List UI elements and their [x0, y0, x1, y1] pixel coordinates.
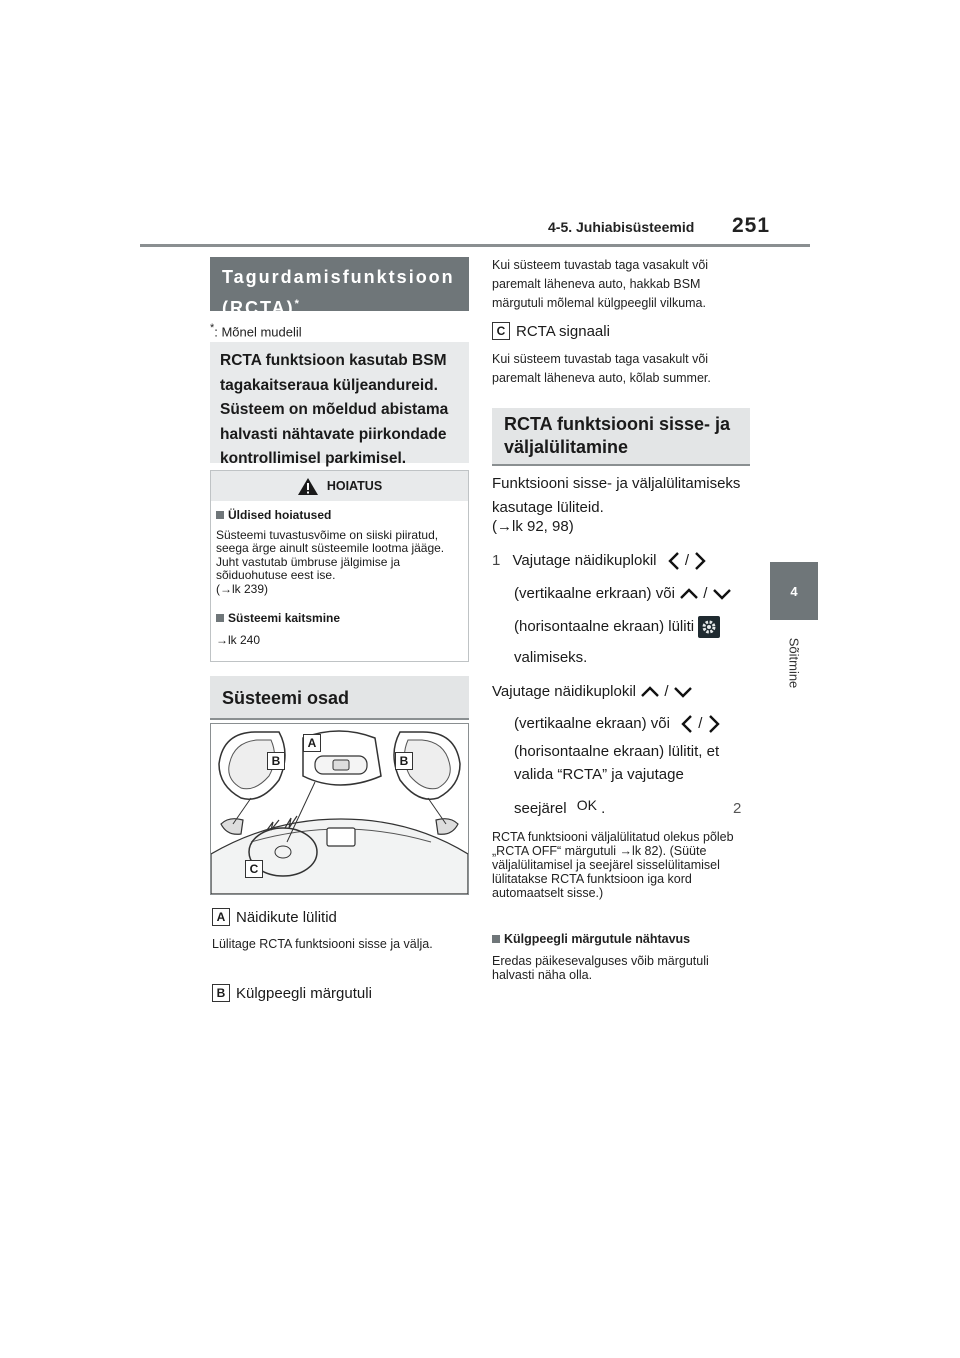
- item-b-desc: Kui süsteem tuvastab taga vasakult või paremalt läheneva auto, hakkab BSM märgutuli mõlemal külgpeeglil vilkuma.: [492, 258, 709, 310]
- square-bullet-icon: [492, 935, 500, 943]
- visibility-text: Eredas päikesevalguses võib märgutuli halvasti näha olla.: [492, 954, 709, 982]
- square-bullet-icon: [216, 511, 224, 519]
- parts-heading: Süsteemi osad: [210, 676, 469, 720]
- step-2-line-1: Vajutage näidikuplokil /: [492, 680, 693, 704]
- rcta-off-note: RCTA funktsiooni väljalülitatud olekus põleb „RCTA OFF“ märgutuli →lk 82). (Süüte väljalülitamisel ja seejärel sisselülitamisel lülitatakse RCTA funktsioon iga kord automaatselt sisse.): [492, 830, 734, 900]
- chevron-right-icon: [707, 714, 721, 734]
- step-2-line-2: (vertikaalne ekraan) või /: [514, 712, 721, 736]
- warning-header: HOIATUS: [211, 471, 468, 501]
- header-rule: [140, 244, 810, 247]
- label-a-box: A: [212, 908, 230, 926]
- step-1-number: 1: [492, 552, 501, 569]
- toggle-intro: Funktsiooni sisse- ja väljalülitamiseks kasutage lüliteid.: [492, 475, 741, 516]
- warning-general-ref: (→lk 239): [216, 581, 269, 596]
- toggle-ref: (→lk 92, 98): [492, 518, 574, 535]
- warning-icon: [297, 477, 319, 496]
- footnote: *: Mõnel mudelil: [210, 322, 302, 340]
- visibility-title: Külgpeegli märgutule nähtavus: [492, 932, 690, 946]
- warning-item-protection: Süsteemi kaitsmine: [216, 612, 463, 626]
- chevron-left-icon: [667, 551, 681, 571]
- warning-box: [210, 470, 469, 662]
- section-title: 4-5. Juhiabisüsteemid: [548, 219, 695, 235]
- step-2-number: 2: [733, 800, 742, 817]
- chapter-tab: 4: [770, 562, 818, 620]
- system-parts-figure: [210, 723, 469, 895]
- warning-protection-ref: →lk 240: [216, 632, 261, 647]
- item-a-title: A Näidikute lülitid: [212, 908, 337, 926]
- item-b-title: B Külgpeegli märgutuli: [212, 984, 372, 1002]
- chevron-down-icon: [712, 587, 732, 601]
- figure-label-c: C: [245, 860, 263, 878]
- figure-label-b-right: B: [395, 752, 413, 770]
- chevron-left-icon: [680, 714, 694, 734]
- figure-label-b-left: B: [267, 752, 285, 770]
- toggle-heading: RCTA funktsiooni sisse- ja väljalülitamine: [492, 408, 750, 466]
- page-number: 251: [732, 214, 771, 237]
- chapter-label: Sõitmine: [786, 637, 802, 689]
- chevron-up-icon: [640, 685, 660, 699]
- figure-label-a: A: [303, 734, 321, 752]
- step-1-line-3: (horisontaalne ekraan) lüliti: [514, 615, 720, 639]
- label-c-box: C: [492, 322, 510, 340]
- step-1-line-2: (vertikaalne erkraan) või /: [514, 582, 732, 606]
- item-a-desc: Lülitage RCTA funktsiooni sisse ja välja.: [212, 937, 433, 951]
- intro-box: RCTA funktsioon kasutab BSM tagakaitseraua küljeandureid. Süsteem on mõeldud abistama halvasti nähtavate piirkondade kontrollimisel parkimisel.: [210, 342, 469, 463]
- label-b-box: B: [212, 984, 230, 1002]
- chevron-right-icon: [693, 551, 707, 571]
- warning-item-general: Üldised hoiatused: [216, 509, 463, 523]
- step-2-line-5: seejärel OK .: [514, 797, 606, 817]
- square-bullet-icon: [216, 614, 224, 622]
- warning-general-text: Süsteemi tuvastusvõime on siiski piiratud, seega ärge ainult süsteemile lootma jääge. Juht vastutab ümbruse jälgimise ja sõiduohutuse eest ise.: [216, 527, 445, 582]
- chevron-down-icon: [673, 685, 693, 699]
- step-2-line-4: valida “RCTA” ja vajutage: [514, 766, 684, 783]
- step-1-line-4: valimiseks.: [514, 649, 588, 666]
- rcta-heading: Tagurdamisfunktsioon (RCTA)*: [210, 257, 469, 311]
- step-2-line-3: (horisontaalne ekraan) lülitit, et: [514, 743, 720, 760]
- chevron-up-icon: [679, 587, 699, 601]
- gear-icon: [698, 616, 720, 638]
- item-c-title: C RCTA signaali: [492, 322, 610, 340]
- ok-button-icon: OK: [576, 797, 597, 813]
- step-1-line-1: 1 Vajutage näidikuplokil /: [492, 549, 707, 573]
- item-c-desc: Kui süsteem tuvastab taga vasakult või paremalt läheneva auto, kõlab summer.: [492, 352, 711, 385]
